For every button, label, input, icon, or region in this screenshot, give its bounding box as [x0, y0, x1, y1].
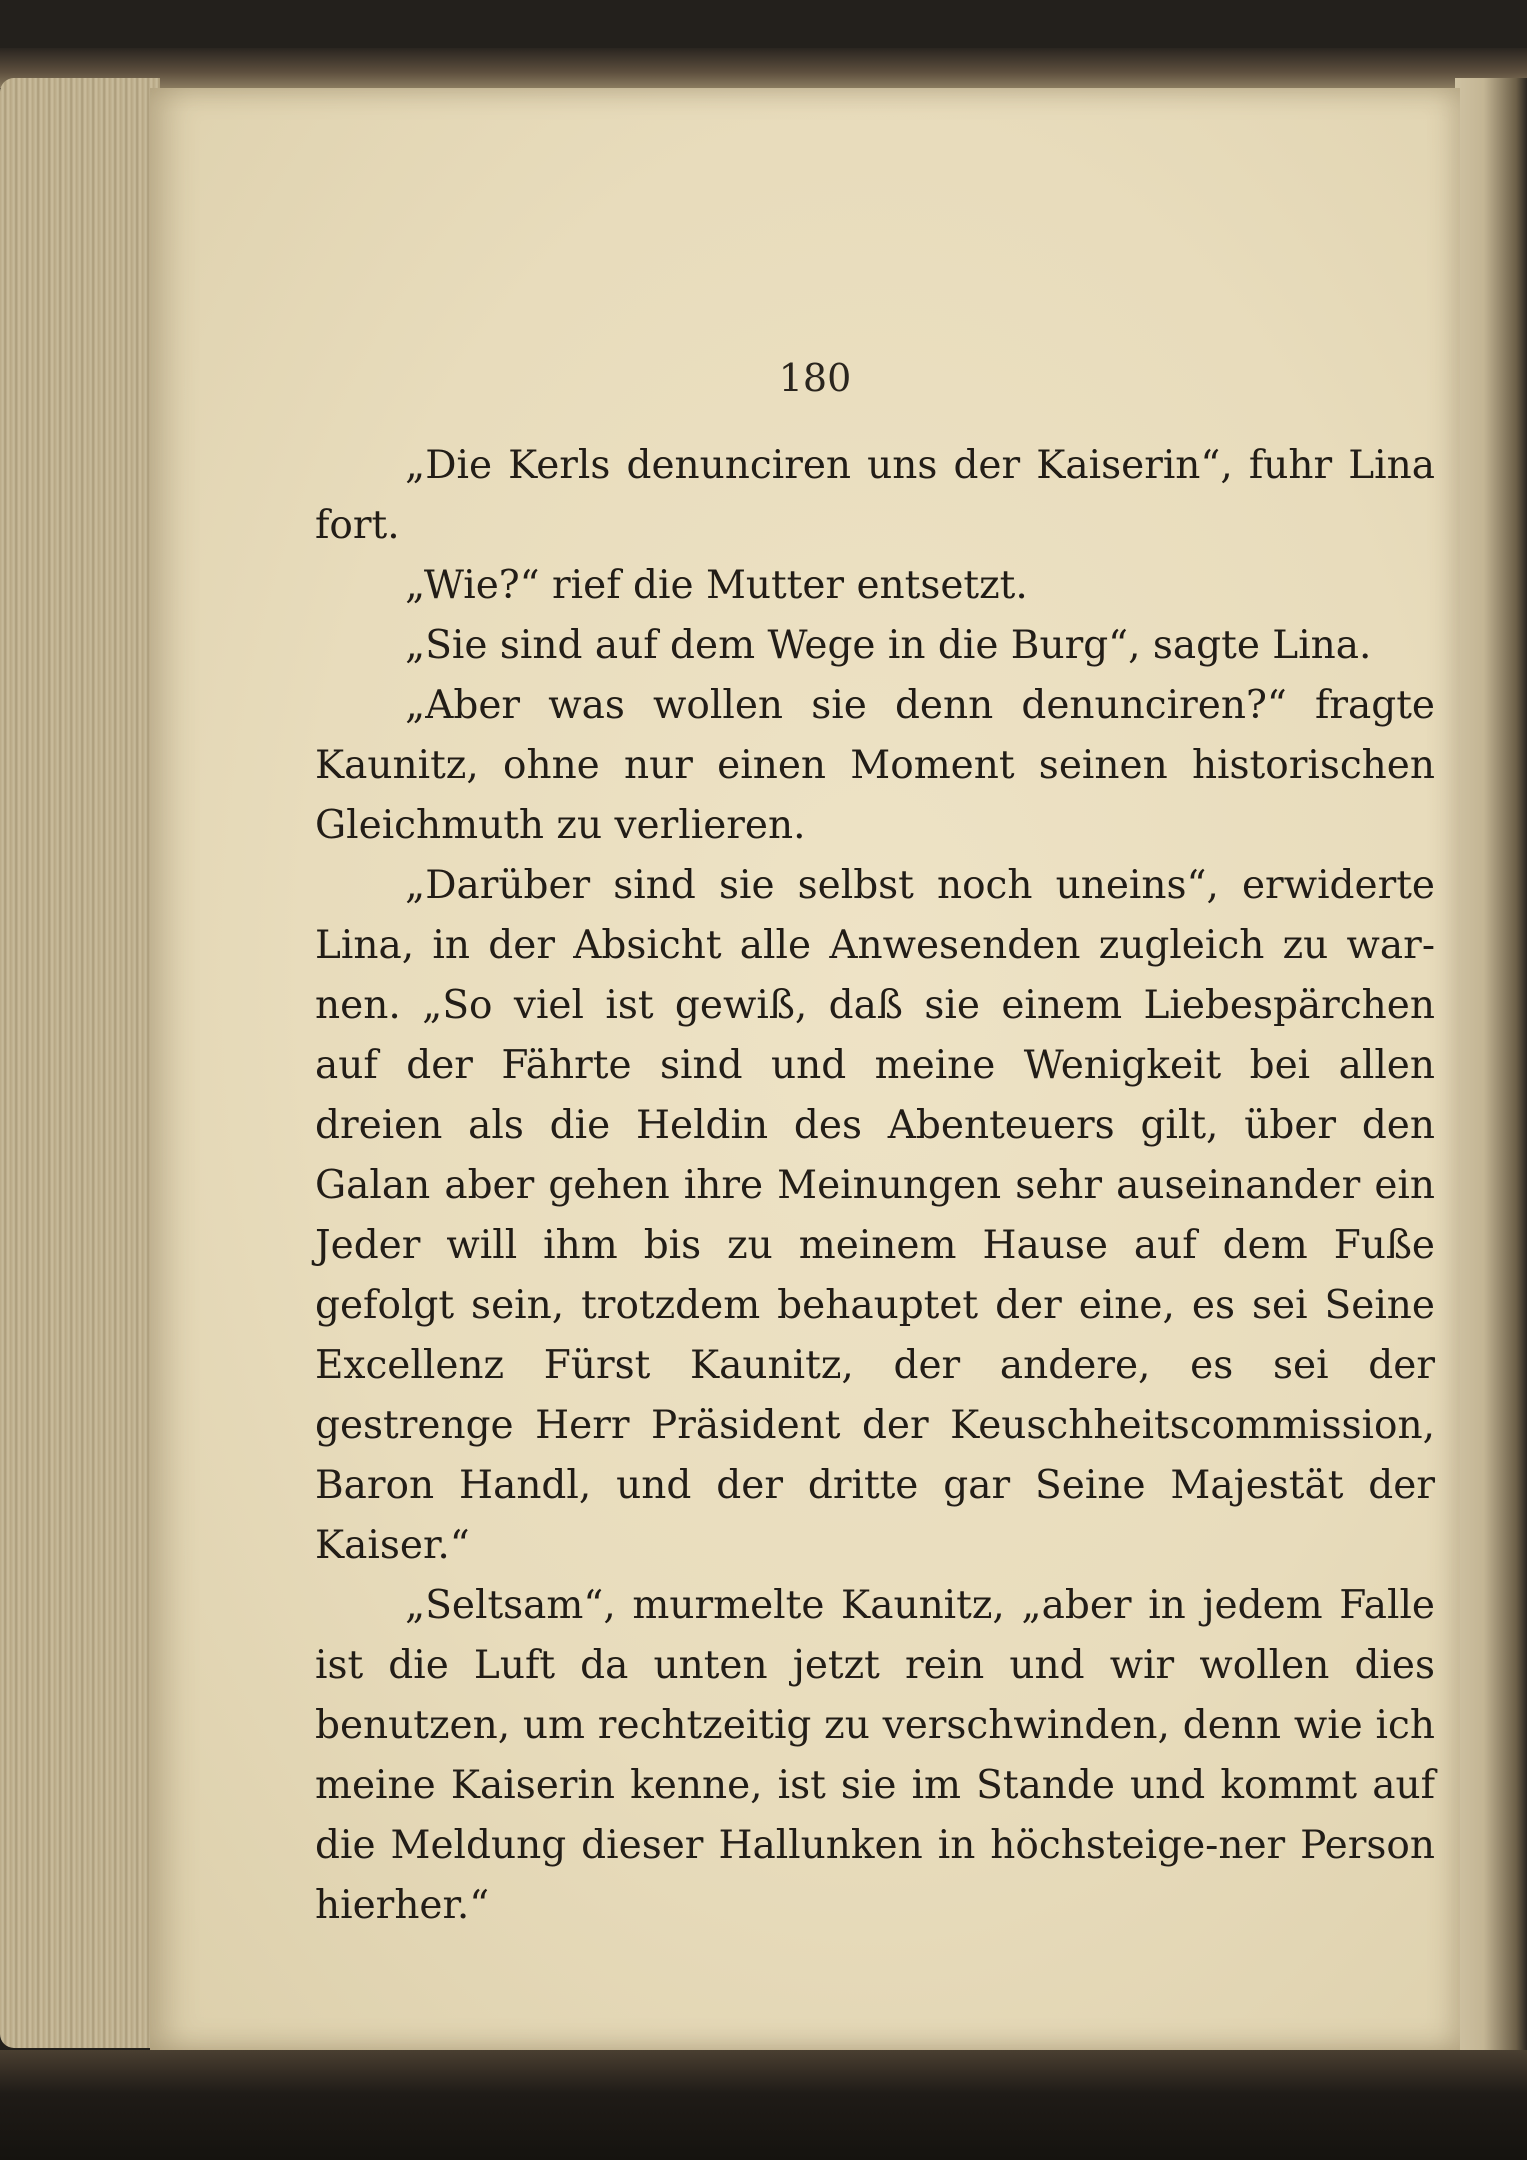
paragraph: „Wie?“ rief die Mutter entsetzt. [405, 563, 1028, 608]
book-page [150, 88, 1460, 2050]
body-text [315, 436, 1435, 1936]
paragraph: „Darüber sind sie selbst noch uneins“, erwiderte Lina, in der Absicht alle Anwesenden zugleich zu war-nen. „So viel ist gewiß, daß sie einem Liebespärchen auf der Fährte sind und meine Wenigkeit bei allen dreien als die Heldin des Abenteuers gilt, über den Galan aber gehen ihre Meinungen sehr auseinander ein Jeder will ihm bis zu meinem Hause auf dem Fuße gefolgt sein, trotzdem behauptet der eine, es sei Seine Excellenz Fürst Kaunitz, der andere, es sei der gestrenge Herr Präsident der Keuschheitscommission, Baron Handl, und der dritte gar Seine Majestät der Kaiser.“ [315, 863, 1435, 1568]
paragraph: „Sie sind auf dem Wege in die Burg“, sagte Lina. [405, 623, 1372, 668]
stacked-page-edges [0, 78, 160, 2048]
paragraph: „Die Kerls denunciren uns der Kaiserin“, fuhr Lina fort. [315, 443, 1435, 548]
paragraph: „Aber was wollen sie denn denunciren?“ fragte Kaunitz, ohne nur einen Moment seinen historischen Gleichmuth zu verlieren. [315, 683, 1435, 848]
page-number: 180 [778, 356, 852, 400]
binding-shadow-top [0, 48, 1527, 88]
binding-shadow-bottom [0, 2050, 1527, 2160]
paragraph: „Seltsam“, murmelte Kaunitz, „aber in jedem Falle ist die Luft da unten jetzt rein und wir wollen dies benutzen, um rechtzeitig zu verschwinden, denn wie ich meine Kaiserin kenne, ist sie im Stande und kommt auf die Meldung dieser Hallunken in höchsteige-ner Person hierher.“ [315, 1583, 1435, 1928]
